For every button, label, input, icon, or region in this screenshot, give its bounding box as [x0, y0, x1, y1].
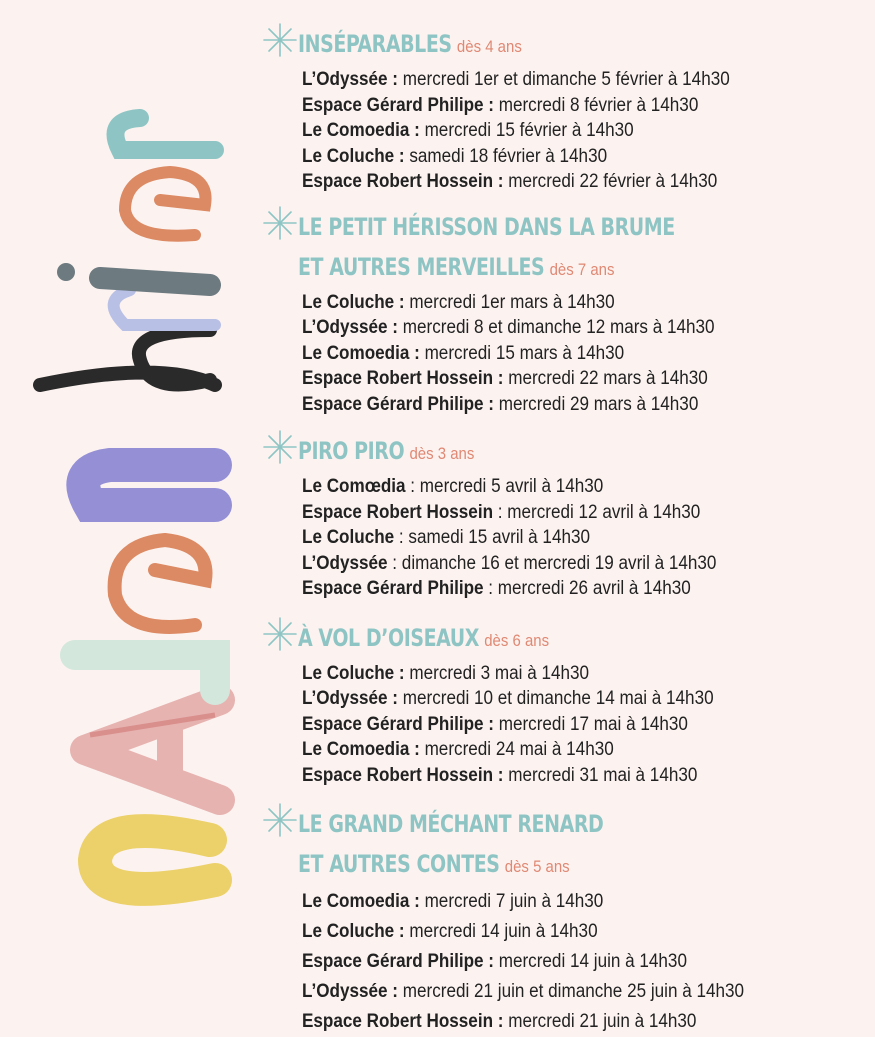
show-section	[262, 804, 862, 1037]
show-date-line: L’Odyssée : mercredi 8 et dimanche 12 mars à 14h30	[302, 317, 715, 338]
show-title: INSÉPARABLES dès 4 ans	[298, 30, 522, 58]
show-title: PIRO PIRO dès 3 ans	[298, 437, 475, 465]
show-title: ET AUTRES MERVEILLES dès 7 ans	[298, 252, 615, 281]
age-label: dès 7 ans	[549, 259, 615, 279]
show-date-line: Le Coluche : mercredi 1er mars à 14h30	[302, 291, 615, 313]
show-date-line: Espace Robert Hossein : mercredi 31 mai à 14h30	[302, 764, 698, 786]
show-date-line: Espace Robert Hossein : mercredi 22 février à 14h30	[302, 171, 718, 192]
calendar-vertical-title	[0, 0, 260, 1024]
show-date-line: Le Comoedia : mercredi 24 mai à 14h30	[302, 739, 614, 760]
show-date-line: Le Coluche : samedi 15 avril à 14h30	[302, 527, 590, 548]
show-date-line: Le Comoedia : mercredi 15 mars à 14h30	[302, 342, 625, 364]
show-date-line: Espace Gérard Philipe : mercredi 29 mars à 14h30	[302, 393, 699, 415]
sparkle-icon	[262, 616, 298, 652]
age-label: dès 3 ans	[409, 444, 475, 463]
age-label: dès 4 ans	[456, 37, 522, 56]
age-label: dès 6 ans	[484, 630, 550, 650]
show-section	[262, 618, 862, 789]
show-date-line: Le Coluche : samedi 18 février à 14h30	[302, 145, 608, 167]
show-section	[262, 431, 862, 602]
sparkle-icon	[262, 802, 298, 838]
sparkle-icon	[262, 429, 298, 465]
show-date-line: Le Coluche : mercredi 14 juin à 14h30	[302, 921, 598, 942]
show-date-line: Espace Gérard Philipe : mercredi 8 février à 14h30	[302, 94, 699, 116]
show-title: À VOL D’OISEAUX dès 6 ans	[298, 623, 550, 652]
show-date-line: Le Comoedia : mercredi 15 février à 14h30	[302, 120, 634, 141]
show-title: ET AUTRES CONTES dès 5 ans	[298, 850, 570, 878]
show-date-line: Espace Robert Hossein : mercredi 12 avril à 14h30	[302, 501, 701, 523]
show-date-line: L’Odyssée : mercredi 10 et dimanche 14 mai à 14h30	[302, 688, 714, 709]
show-section	[262, 24, 862, 195]
sparkle-icon	[262, 22, 298, 58]
show-section	[262, 207, 862, 418]
show-title: LE PETIT HÉRISSON DANS LA BRUME	[298, 212, 675, 241]
show-date-line: Le Comœdia : mercredi 5 avril à 14h30	[302, 476, 604, 497]
calendar-letters-graphic	[0, 0, 260, 1024]
show-date-line: L’Odyssée : mercredi 21 juin et dimanche 25 juin à 14h30	[302, 981, 745, 1002]
show-date-line: Le Coluche : mercredi 3 mai à 14h30	[302, 662, 590, 684]
sparkle-icon	[262, 205, 298, 241]
show-date-line: Espace Gérard Philipe : mercredi 17 mai à 14h30	[302, 713, 688, 735]
show-date-line: Le Comoedia : mercredi 7 juin à 14h30	[302, 891, 604, 912]
show-date-line: L’Odyssée : mercredi 1er et dimanche 5 février à 14h30	[302, 69, 730, 90]
show-date-line: L’Odyssée : dimanche 16 et mercredi 19 avril à 14h30	[302, 552, 717, 574]
show-date-line: Espace Gérard Philipe : mercredi 26 avril à 14h30	[302, 578, 691, 599]
schedule-list	[262, 24, 862, 1037]
show-title: LE GRAND MÉCHANT RENARD	[298, 810, 604, 838]
age-label: dès 5 ans	[504, 857, 570, 876]
show-date-line: Espace Robert Hossein : mercredi 21 juin à 14h30	[302, 1011, 697, 1032]
show-date-line: Espace Gérard Philipe : mercredi 14 juin à 14h30	[302, 951, 687, 972]
show-date-line: Espace Robert Hossein : mercredi 22 mars à 14h30	[302, 368, 708, 389]
